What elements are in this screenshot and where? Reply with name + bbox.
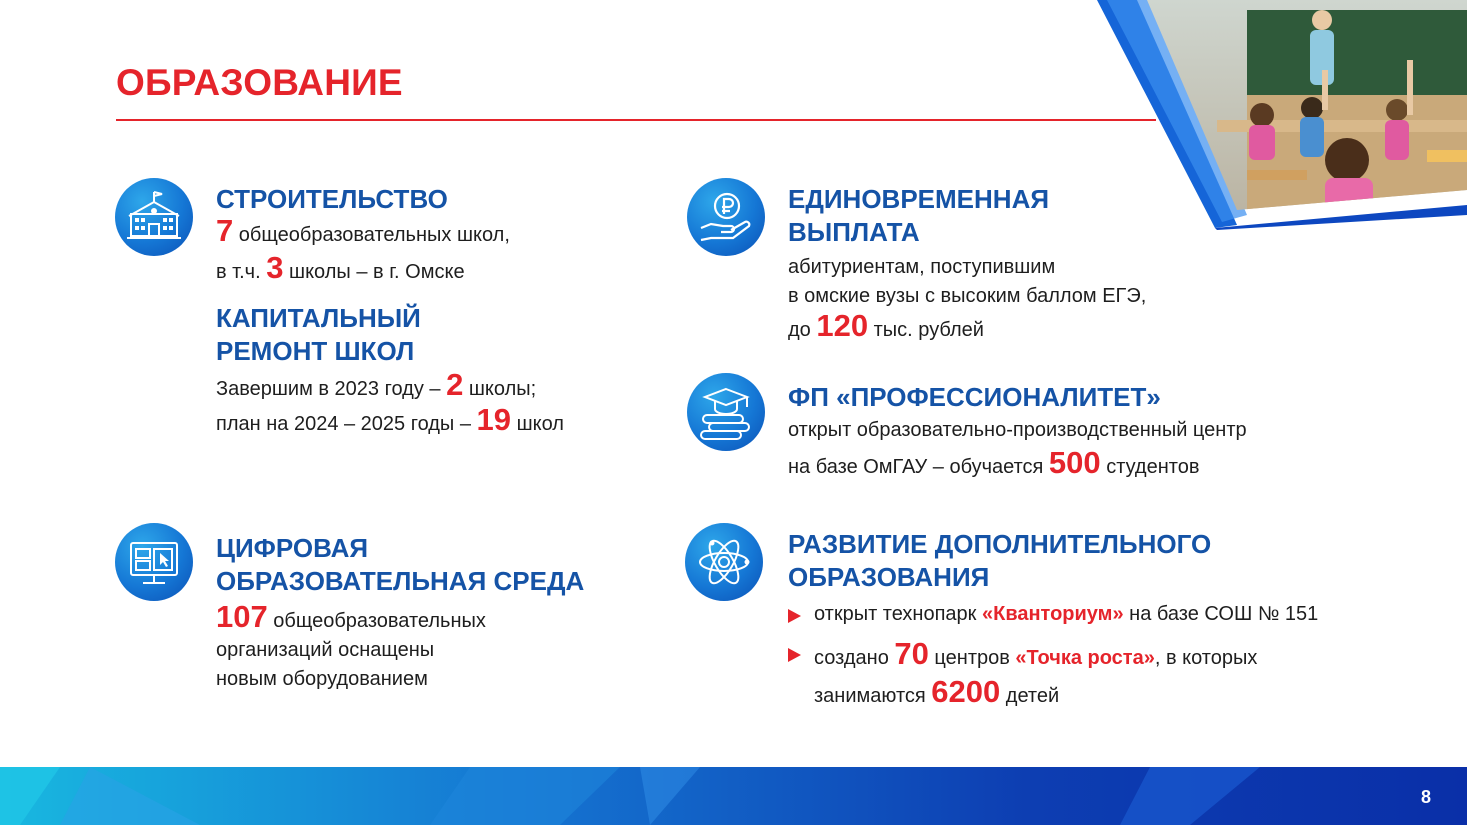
repair-heading: КАПИТАЛЬНЫЙ РЕМОНТ ШКОЛ <box>216 303 421 366</box>
bullet-triangle-icon <box>788 609 801 623</box>
schools-built-count: 7 <box>216 213 234 248</box>
atom-icon <box>685 523 763 601</box>
ruble-hand-icon <box>687 178 765 256</box>
title-underline <box>116 119 1156 121</box>
professionalitet-heading: ФП «ПРОФЕССИОНАЛИТЕТ» <box>788 382 1161 412</box>
classroom-photo <box>1097 0 1467 230</box>
equipped-orgs-count: 107 <box>216 599 268 634</box>
payment-heading: ЕДИНОВРЕМЕННАЯ ВЫПЛАТА <box>788 184 1050 247</box>
footer-band <box>0 767 1467 825</box>
professionalitet-line-2: на базе ОмГАУ – обучается 500 студентов <box>788 445 1200 480</box>
computer-monitor-icon <box>115 523 193 601</box>
additional-bullets <box>788 598 1408 716</box>
construction-line-1: 7 общеобразовательных школ, <box>216 213 510 248</box>
payment-amount: 120 <box>816 308 869 343</box>
repair-line-2: план на 2024 – 2025 годы – 19 школ <box>216 402 564 437</box>
professionalitet-line-1: открыт образовательно-производственный центр <box>788 419 1247 441</box>
children-count: 6200 <box>931 674 1001 709</box>
page-title: ОБРАЗОВАНИЕ <box>116 62 403 103</box>
list-item: создано 70 центров «Точка роста», в которых занимаются 6200 детей <box>788 637 1408 713</box>
digital-heading: ЦИФРОВАЯ ОБРАЗОВАТЕЛЬНАЯ СРЕДА <box>216 533 585 596</box>
additional-heading: РАЗВИТИЕ ДОПОЛНИТЕЛЬНОГО ОБРАЗОВАНИЯ <box>788 529 1212 592</box>
repair-2023-count: 2 <box>446 367 464 402</box>
construction-heading: СТРОИТЕЛЬСТВО <box>216 184 448 214</box>
omsk-schools-count: 3 <box>266 250 284 285</box>
repair-line-1: Завершим в 2023 году – 2 школы; <box>216 367 537 402</box>
payment-text: абитуриентам, поступившим в омские вузы с высоким баллом ЕГЭ, до 120 тыс. рублей <box>788 256 1147 343</box>
students-count: 500 <box>1048 445 1101 480</box>
school-building-icon <box>115 178 193 256</box>
construction-line-2: в т.ч. 3 школы – в г. Омске <box>216 250 465 285</box>
list-item: открыт технопарк «Кванториум» на базе СОШ № 151 <box>788 598 1408 631</box>
centers-count: 70 <box>894 636 929 671</box>
bullet-triangle-icon <box>788 648 801 662</box>
repair-plan-count: 19 <box>476 402 512 437</box>
graduation-books-icon <box>687 373 765 451</box>
page-number: 8 <box>1420 787 1431 807</box>
digital-text: 107 общеобразовательных организаций оснащены новым оборудованием <box>216 599 486 690</box>
